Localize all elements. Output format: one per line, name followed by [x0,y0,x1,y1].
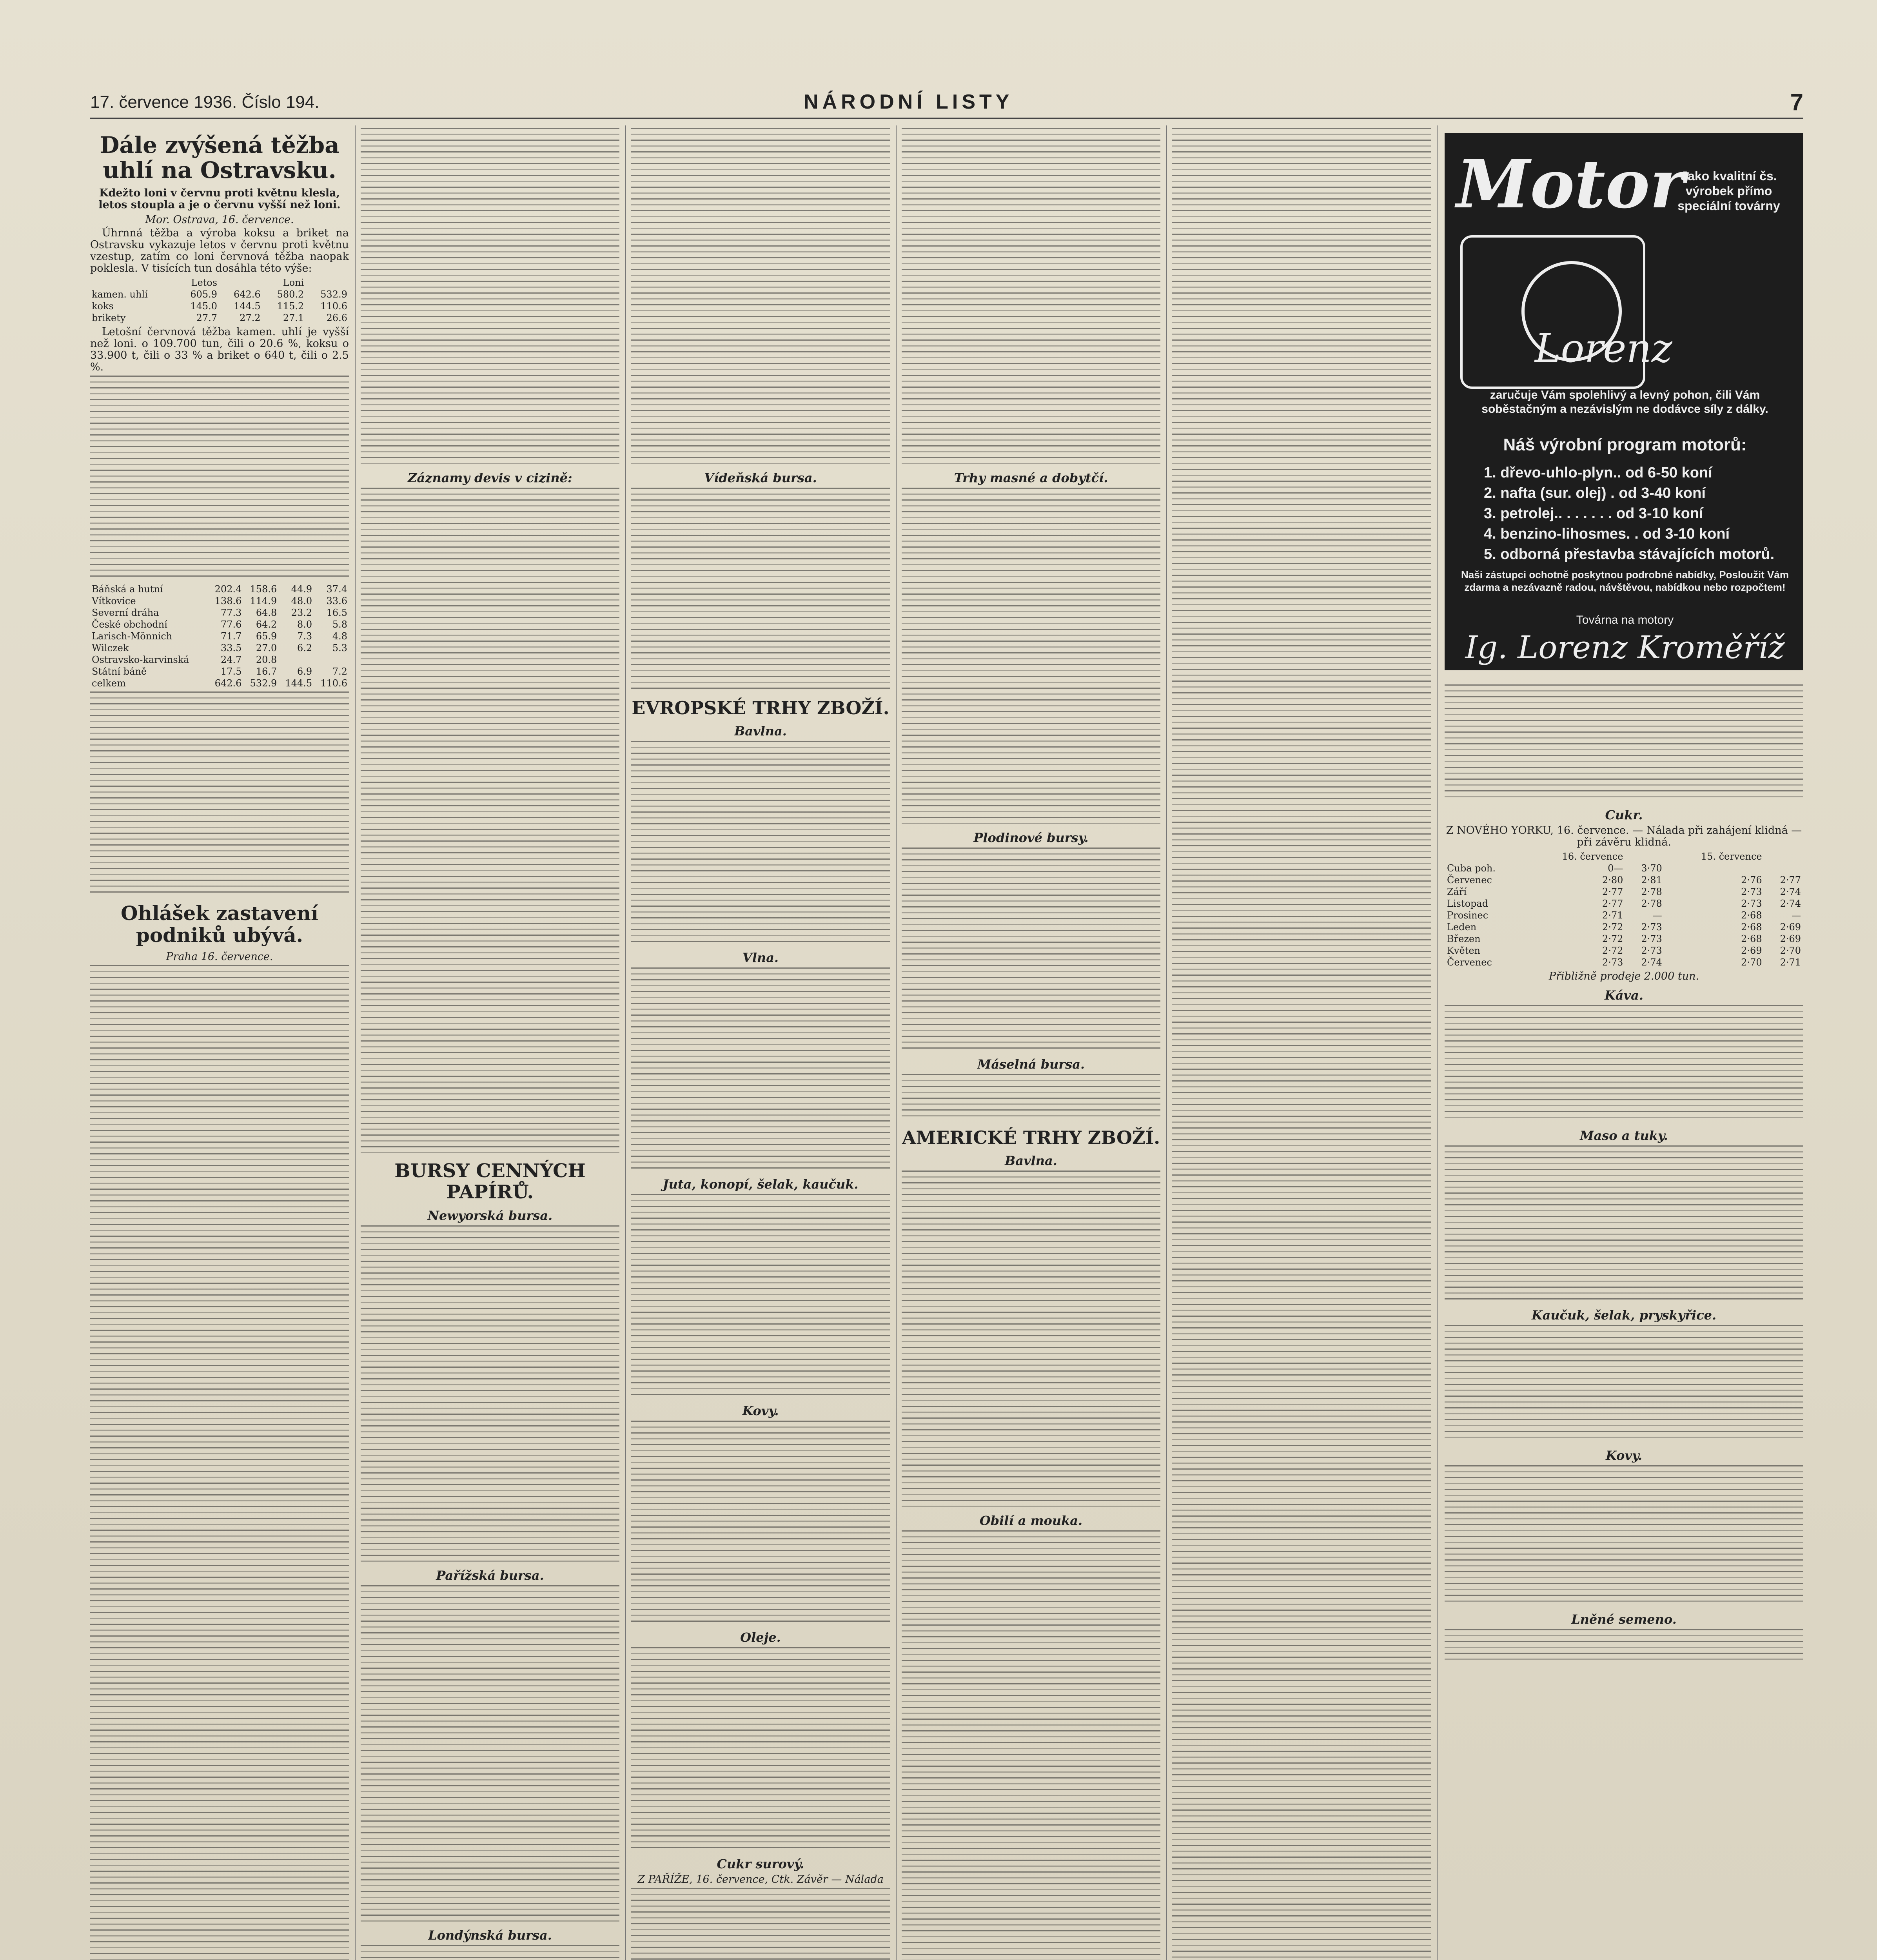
column-rule [896,125,897,1960]
ad-brand: Lorenz [1535,325,1672,371]
section-heading: Londýnská bursa. [428,1928,552,1943]
section-heading: BURSY CENNÝCH PAPÍRŮ. [394,1160,586,1203]
table-row: brikety 27.7 27.2 27.1 26.6 [92,312,347,323]
column-rule [355,125,356,1960]
table-row: Leden 2·72 2·73 2·68 2·69 [1447,922,1801,933]
section-heading: Cukr surový. [717,1857,804,1871]
paragraph: Úhrnná těžba a výroba koksu a briket na Ostravsku vykazuje letos v červnu proti květnu vzestup, zatím co loni červnová těžba naopak poklesla. V tisících tun dosáhla této výše: [90,227,349,274]
column-rule [1166,125,1167,1960]
body-text [631,1194,890,1398]
body-text [1172,1468,1431,1960]
body-text [631,967,890,1171]
body-text [631,1647,890,1851]
body-text [631,488,890,691]
sugar-table [1445,851,1803,968]
table-row: Vítkovice 138.6 114.9 48.0 33.6 [92,595,347,606]
newspaper-title: NÁRODNÍ LISTY [804,91,1013,113]
body-text [90,1635,349,1960]
ad-signature: Ig. Lorenz Kroměříž [1465,629,1785,666]
body-text [902,1171,1160,1508]
headline-coal: Dále zvýšená těžba uhlí na Ostravsku. [100,132,339,183]
body-text [1445,1629,1803,1664]
body-text [1445,1145,1803,1302]
section-heading: Bavlna. [1005,1153,1057,1168]
table-row: České obchodní 77.6 64.2 8.0 5.8 [92,619,347,630]
section-heading: Vídeňská bursa. [704,470,817,485]
ad-program-heading: Náš výrobní program motorů: [1503,435,1747,454]
section-heading: Kovy. [742,1403,779,1418]
body-text [1445,1005,1803,1123]
section-heading: AMERICKÉ TRHY ZBOŽÍ. [902,1127,1160,1148]
table-row: Cuba poh. 0— 3·70 [1447,863,1662,874]
body-text [1445,1465,1803,1606]
table-row: Severní dráha 77.3 64.8 23.2 16.5 [92,607,347,618]
table-row: Státní báně 17.5 16.7 6.9 7.2 [92,666,347,677]
body-text [631,1888,890,1960]
section-heading: Lněné semeno. [1571,1612,1677,1627]
dateline: Z PAŘÍŽE, 16. července, Ctk. Závěr — Nálada [637,1873,884,1886]
body-text [361,1945,619,1960]
column-4 [902,125,1160,1960]
section-heading: Kaučuk, šelak, pryskyřice. [1531,1308,1717,1323]
list-item: 1. dřevo-uhlo-plyn.. od 6-50 koní [1484,465,1712,481]
body-text [902,488,1160,825]
body-text [361,488,619,1154]
body-text [361,1225,619,1563]
table-header: Letos Loni [191,277,304,288]
ad-tagline: Jako kvalitní čs. výrobek přímo speciální továrny [1677,169,1780,213]
ad-note: Naši zástupci ochotně poskytnou podrobné nabídky, Posloužit Vám zdarma a nezávazně radou, návštěvou, nabídkou nebo rozpočtem! [1461,569,1789,593]
section-heading: Obilí a mouka. [979,1513,1083,1528]
section-heading: Káva. [1604,988,1643,1003]
dateline: Mor. Ostrava, 16. července. [145,214,294,226]
column-6 [1445,682,1803,1960]
body-text [631,1421,890,1624]
section-heading: Trhy masné a dobytčí. [954,470,1108,485]
table-row: Červenec 2·73 2·74 2·70 2·71 [1447,957,1801,968]
body-text [1445,684,1803,802]
body-text [1172,798,1431,1465]
table-row: Báňská a hutní 202.4 158.6 44.9 37.4 [92,584,347,595]
ad-program-list [1468,463,1805,564]
section-heading: Bavlna. [734,724,787,739]
section-heading: Juta, konopí, šelak, kaučuk. [663,1177,859,1192]
issue-date: 17. července 1936. Číslo 194. [90,93,319,112]
table-row: Larisch-Mönnich 71.7 65.9 7.3 4.8 [92,631,347,642]
column-5 [1172,125,1431,1960]
table-row: celkem 642.6 532.9 144.5 110.6 [92,678,347,689]
masthead [90,90,1803,119]
section-heading: Pařížská bursa. [436,1568,544,1583]
section-heading: Maso a tuky. [1580,1128,1668,1143]
body-text [902,848,1160,1051]
table-row: Listopad 2·77 2·78 2·73 2·74 [1447,898,1801,909]
ad-pitch: zaručuje Vám spolehlivý a levný pohon, čili Vám soběstačným a nezávislým ne dodávce síly z dálky. [1481,388,1768,416]
section-heading: Máselná bursa. [977,1057,1085,1072]
motor-advertisement [1445,133,1803,670]
body-text [902,1530,1160,1960]
list-item: 4. benzino-lihosmes. . od 3-10 koní [1484,526,1730,542]
dateline: Praha 16. července. [166,951,273,963]
section-heading: Cukr. [1605,808,1643,822]
section-heading: Newyorská bursa. [427,1208,553,1223]
body-text [1172,128,1431,794]
page-number: 7 [1790,89,1803,115]
table-row: Červenec 2·80 2·81 2·76 2·77 [1447,875,1801,886]
body-text [902,128,1160,465]
mines-table [90,583,349,689]
body-text [631,128,890,465]
column-rule [625,125,626,1960]
body-text [631,741,890,945]
section-heading: Plodinové bursy. [973,830,1089,845]
section-heading: Vlna. [742,950,779,965]
table-row: Březen 2·72 2·73 2·68 2·69 [1447,933,1801,944]
list-item: 2. nafta (sur. olej) . od 3-40 koní [1484,485,1706,501]
body-text [361,1585,619,1922]
column-1 [90,125,349,1960]
table-row: Květen 2·72 2·73 2·69 2·70 [1447,945,1801,956]
table-row: koks 145.0 144.5 115.2 110.6 [92,301,347,312]
ad-footer: Továrna na motory [1576,613,1674,626]
body-text [361,128,619,465]
coffee-note: Z NOVÉHO YORKU, 16. července. — Nálada při zahájení klidná — při závěru klidná. [1446,824,1802,848]
body-text [90,376,349,579]
column-rule [1437,125,1438,1960]
ad-logo: Motor [1456,145,1685,223]
coal-table [90,277,349,324]
column-3 [631,125,890,1960]
table-row: Prosinec 2·71 — 2·68 — [1447,910,1801,921]
table-row: Ostravsko-karvinská 24.7 20.8 [92,654,277,665]
list-item: 3. petrolej.. . . . . . . od 3-10 koní [1484,505,1703,522]
headline-closures: Ohlášek zastavení podniků ubývá. [121,902,318,947]
paragraph: Letošní červnová těžba kamen. uhlí je vyšší než loni. o 109.700 tun, čili o 20.6 %, koksu o 33.900 t, čili o 33 % a briket o 640 t, čili o 2.5 %. [90,326,349,373]
table-header: 16. července 15. července [1562,851,1762,862]
deck-coal: Kdežto loni v červnu proti květnu klesla, letos stoupla a je o červnu vyšší než loni. [98,187,341,211]
section-heading: Oleje. [740,1630,781,1645]
table-row: Wilczek 33.5 27.0 6.2 5.3 [92,642,347,653]
body-text [1445,1325,1803,1443]
body-text [90,691,349,895]
section-heading: EVROPSKÉ TRHY ZBOŽÍ. [632,697,889,719]
sales-note: Přibližně prodeje 2.000 tun. [1548,970,1699,982]
list-item: 5. odborná přestavba stávajících motorů. [1484,546,1775,563]
body-text [90,965,349,1632]
column-2 [361,125,619,1960]
table-row: Září 2·77 2·78 2·73 2·74 [1447,886,1801,897]
table-row: kamen. uhlí 605.9 642.6 580.2 532.9 [92,289,347,300]
body-text [902,1074,1160,1121]
section-heading: Záznamy devis v cizině: [408,470,572,485]
section-heading: Kovy. [1605,1448,1643,1463]
